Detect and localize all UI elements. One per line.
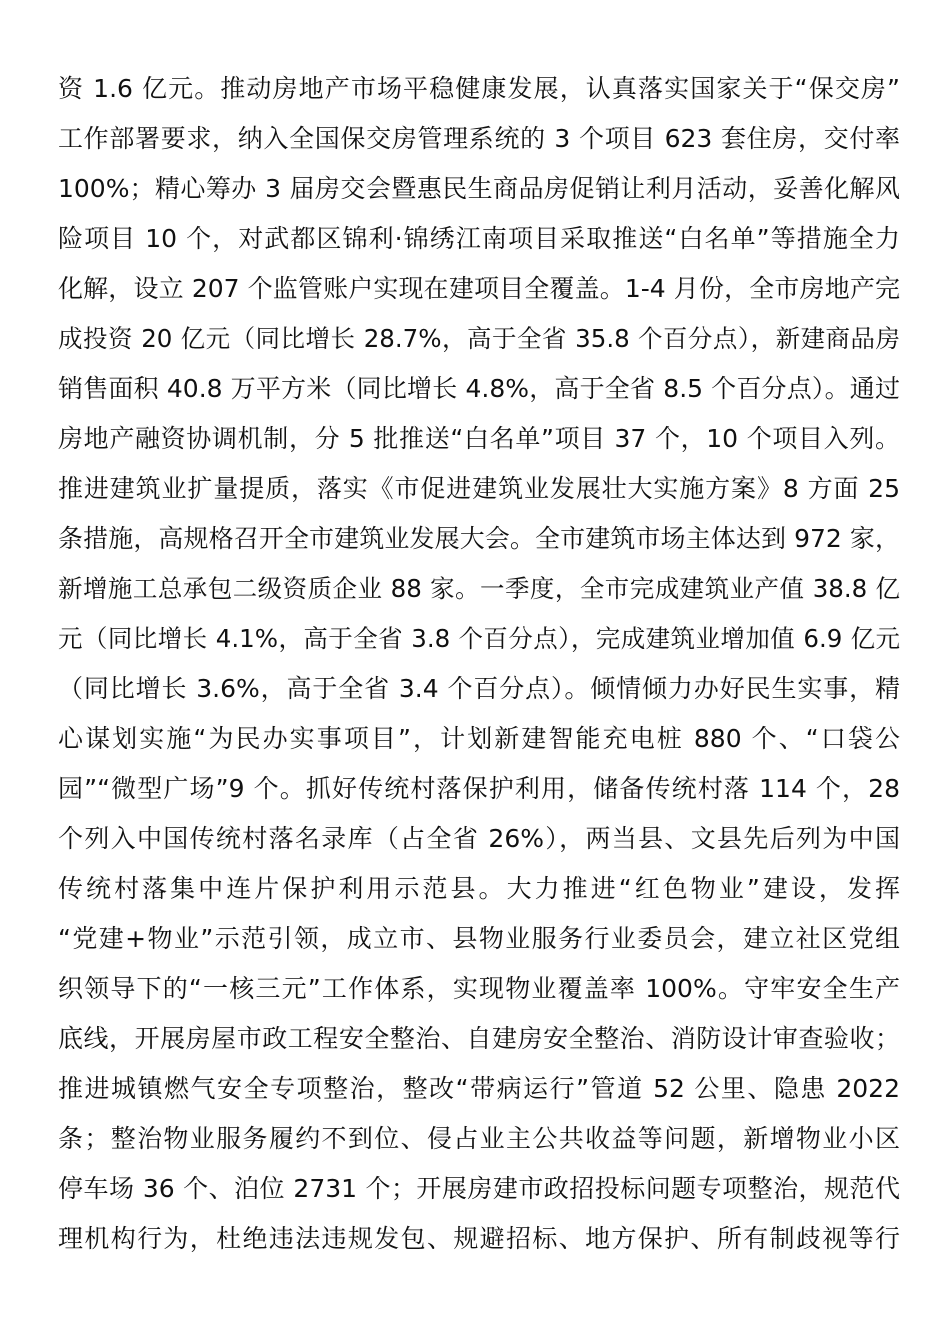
- text-line: 传统村落集中连片保护利用示范县。大力推进“红色物业”建设，发挥: [58, 874, 900, 903]
- text-line: 条措施，高规格召开全市建筑业发展大会。全市建筑市场主体达到 972 家，: [58, 524, 900, 553]
- body-paragraph: [58, 64, 900, 1264]
- text-line: 织领导下的“一核三元”工作体系，实现物业覆盖率 100%。守牢安全生产: [58, 974, 900, 1003]
- text-line: 停车场 36 个、泊位 2731 个；开展房建市政招投标问题专项整治，规范代: [58, 1174, 900, 1203]
- text-line: 工作部署要求，纳入全国保交房管理系统的 3 个项目 623 套住房，交付率: [58, 124, 900, 153]
- text-line: 理机构行为，杜绝违法违规发包、规避招标、地方保护、所有制歧视等行: [58, 1224, 900, 1253]
- text-line: 化解，设立 207 个监管账户实现在建项目全覆盖。1-4 月份，全市房地产完: [58, 274, 900, 303]
- text-line: 心谋划实施“为民办实事项目”，计划新建智能充电桩 880 个、“口袋公: [58, 724, 900, 753]
- text-line: 险项目 10 个，对武都区锦利·锦绣江南项目采取推送“白名单”等措施全力: [58, 224, 900, 253]
- text-line: 新增施工总承包二级资质企业 88 家。一季度，全市完成建筑业产值 38.8 亿: [58, 574, 900, 603]
- text-line: 园”“微型广场”9 个。抓好传统村落保护利用，储备传统村落 114 个，28: [58, 774, 900, 803]
- text-line: 推进建筑业扩量提质，落实《市促进建筑业发展壮大实施方案》8 方面 25: [58, 474, 900, 503]
- text-line: 个列入中国传统村落名录库（占全省 26%），两当县、文县先后列为中国: [58, 824, 900, 853]
- text-line: 资 1.6 亿元。推动房地产市场平稳健康发展，认真落实国家关于“保交房”: [58, 74, 900, 103]
- text-line: 成投资 20 亿元（同比增长 28.7%，高于全省 35.8 个百分点），新建商品房: [58, 324, 900, 353]
- text-line: 条；整治物业服务履约不到位、侵占业主公共收益等问题，新增物业小区: [58, 1124, 900, 1153]
- text-line: 100%；精心筹办 3 届房交会暨惠民生商品房促销让利月活动，妥善化解风: [58, 174, 900, 203]
- text-line: 销售面积 40.8 万平方米（同比增长 4.8%，高于全省 8.5 个百分点）。通过: [58, 374, 900, 403]
- text-line: 推进城镇燃气安全专项整治，整改“带病运行”管道 52 公里、隐患 2022: [58, 1074, 900, 1103]
- text-line: “党建+物业”示范引领，成立市、县物业服务行业委员会，建立社区党组: [58, 924, 900, 953]
- text-line: 元（同比增长 4.1%，高于全省 3.8 个百分点），完成建筑业增加值 6.9 亿元: [58, 624, 900, 653]
- text-line: 底线，开展房屋市政工程安全整治、自建房安全整治、消防设计审查验收；: [58, 1024, 900, 1053]
- text-line: 房地产融资协调机制，分 5 批推送“白名单”项目 37 个，10 个项目入列。: [58, 424, 900, 453]
- text-line: （同比增长 3.6%，高于全省 3.4 个百分点）。倾情倾力办好民生实事，精: [58, 674, 900, 703]
